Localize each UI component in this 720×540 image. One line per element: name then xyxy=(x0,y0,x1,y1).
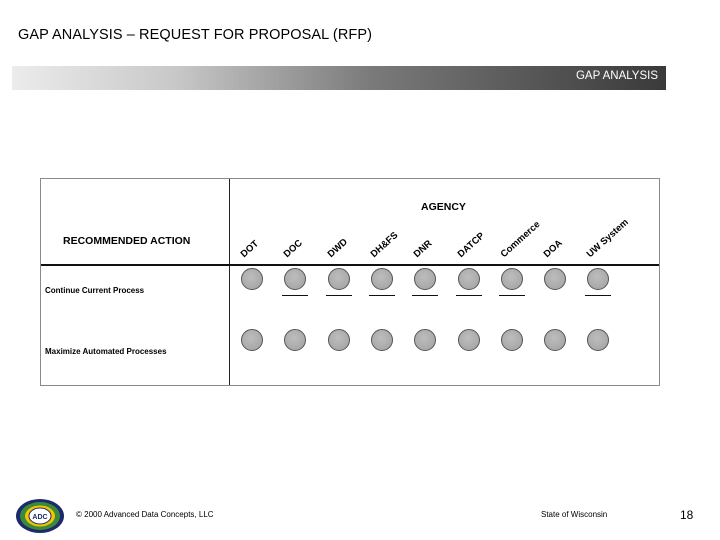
column-divider xyxy=(229,179,230,385)
agency-column-label: DOA xyxy=(541,237,565,260)
state-label: State of Wisconsin xyxy=(541,510,608,519)
agency-header: AGENCY xyxy=(421,201,466,213)
status-dot xyxy=(414,268,436,290)
status-underline xyxy=(326,295,352,296)
status-dot xyxy=(587,329,609,351)
header-rule xyxy=(41,264,659,266)
status-dot xyxy=(587,268,609,290)
status-underline xyxy=(499,295,525,296)
status-dot xyxy=(544,329,566,351)
status-dot xyxy=(284,268,306,290)
status-dot xyxy=(328,329,350,351)
status-underline xyxy=(585,295,611,296)
logo-text: ADC xyxy=(32,514,48,521)
agency-column-label: DATCP xyxy=(455,230,487,260)
status-dot xyxy=(328,268,350,290)
status-underline xyxy=(456,295,482,296)
row-label-continue: Continue Current Process xyxy=(45,286,145,295)
status-dot xyxy=(371,329,393,351)
status-underline xyxy=(282,295,308,296)
agency-column-label: Commerce xyxy=(498,218,543,260)
page-title: GAP ANALYSIS – REQUEST FOR PROPOSAL (RFP) xyxy=(18,27,373,43)
agency-column-label: DWD xyxy=(325,236,350,260)
status-dot xyxy=(501,329,523,351)
status-dot xyxy=(501,268,523,290)
status-dot xyxy=(241,329,263,351)
agency-column-label: UW System xyxy=(585,216,632,260)
recommended-action-header: RECOMMENDED ACTION xyxy=(63,235,191,247)
status-dot xyxy=(458,329,480,351)
section-banner xyxy=(12,66,666,90)
row-label-maximize: Maximize Automated Processes xyxy=(45,347,167,356)
status-dot xyxy=(414,329,436,351)
agency-column-label: DOT xyxy=(238,238,261,260)
page-number: 18 xyxy=(680,508,694,522)
status-dot xyxy=(241,268,263,290)
agency-column-label: DH&FS xyxy=(368,229,401,260)
status-dot xyxy=(544,268,566,290)
copyright-text: © 2000 Advanced Data Concepts, LLC xyxy=(76,510,214,519)
status-dot xyxy=(458,268,480,290)
agency-column-label: DOC xyxy=(281,237,305,260)
agency-column-label: DNR xyxy=(411,238,435,260)
status-dot xyxy=(371,268,393,290)
adc-logo xyxy=(14,495,66,535)
status-underline xyxy=(369,295,395,296)
status-dot xyxy=(284,329,306,351)
gap-analysis-table xyxy=(40,178,660,386)
banner-label: GAP ANALYSIS xyxy=(575,70,658,82)
status-underline xyxy=(412,295,438,296)
